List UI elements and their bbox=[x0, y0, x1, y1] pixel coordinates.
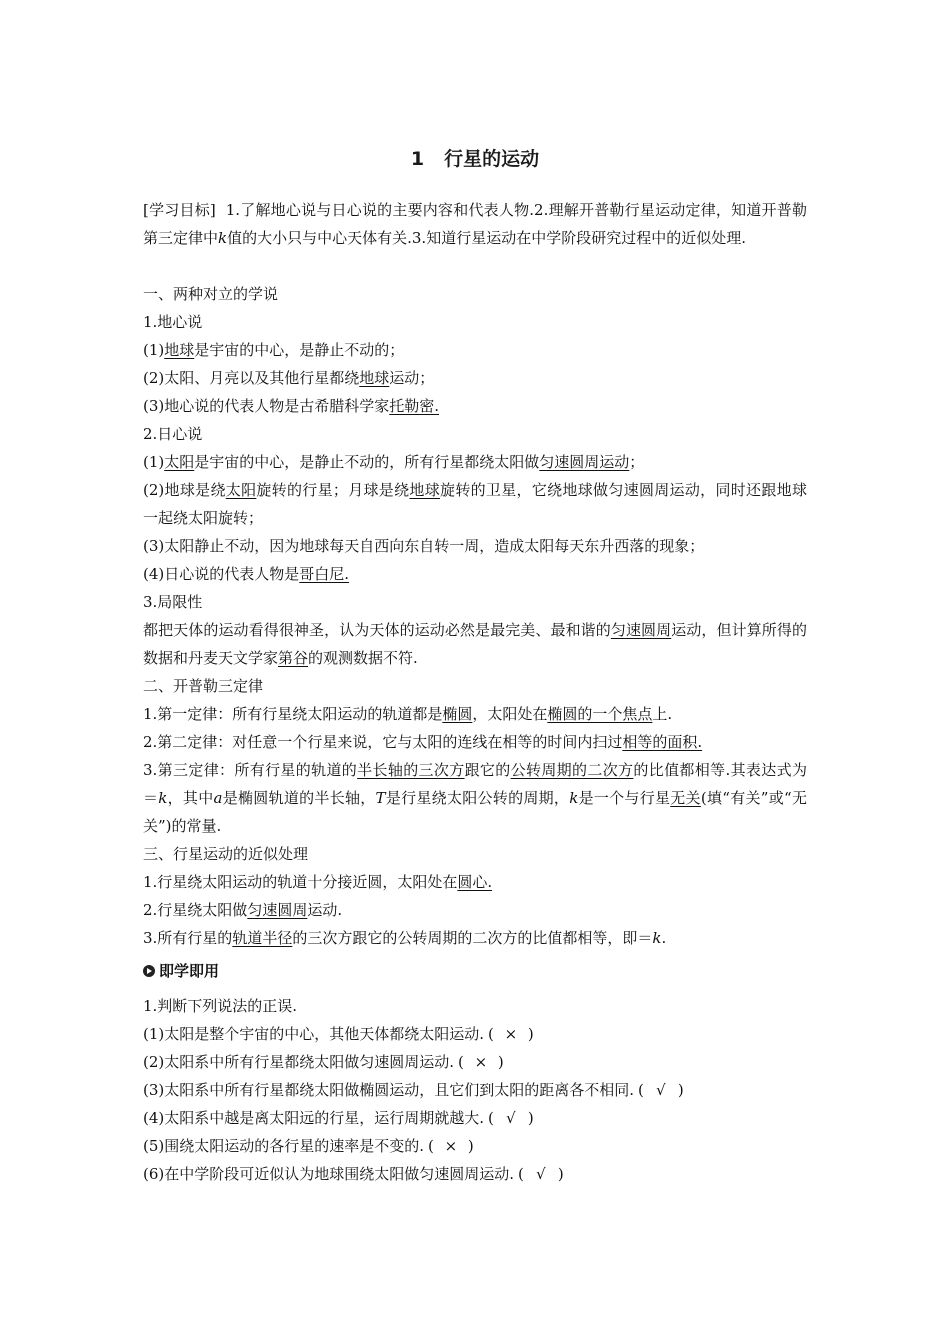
section-heading-2: 二、开普勒三定律 bbox=[143, 677, 264, 695]
practice-item: (3)太阳系中所有行星都绕太阳做椭圆运动，且它们到太阳的距离各不相同. ( √ ) bbox=[143, 1076, 807, 1104]
document-body bbox=[143, 196, 807, 1188]
answer-mark: × bbox=[474, 1053, 488, 1071]
title-number: 1 bbox=[410, 148, 425, 170]
limitation-text: 都把天体的运动看得很神圣，认为天体的运动必然是最完美、最和谐的匀速圆周运动，但计算所得的数据和丹麦天文学家第谷的观测数据不符. bbox=[143, 621, 807, 667]
geo-item-3: (3)地心说的代表人物是古希腊科学家托勒密. bbox=[143, 397, 440, 415]
play-circle-icon bbox=[143, 965, 155, 977]
answer-mark: √ bbox=[506, 1109, 516, 1127]
section-heading-1: 一、两种对立的学说 bbox=[143, 285, 279, 303]
practice-item: (4)太阳系中越是离太阳远的行星，运行周期就越大. ( √ ) bbox=[143, 1104, 807, 1132]
geo-item-2: (2)太阳、月亮以及其他行星都绕地球运动； bbox=[143, 369, 435, 387]
section-heading-3: 三、行星运动的近似处理 bbox=[143, 845, 309, 863]
approx-item-2: 2.行星绕太阳做匀速圆周运动. bbox=[143, 901, 343, 919]
kepler-law-1: 1.第一定律：所有行星绕太阳运动的轨道都是椭圆，太阳处在椭圆的一个焦点上. bbox=[143, 705, 673, 723]
geo-item-1: (1)地球是宇宙的中心，是静止不动的； bbox=[143, 341, 405, 359]
practice-heading: 即学即用 bbox=[143, 956, 807, 986]
title-text: 行星的运动 bbox=[444, 148, 540, 170]
practice-item: (5)围绕太阳运动的各行星的速率是不变的. ( × ) bbox=[143, 1132, 807, 1160]
answer-mark: × bbox=[444, 1137, 458, 1155]
practice-list bbox=[143, 1020, 807, 1188]
answer-mark: √ bbox=[656, 1081, 666, 1099]
kepler-law-2: 2.第二定律：对任意一个行星来说，它与太阳的连线在相等的时间内扫过相等的面积. bbox=[143, 733, 703, 751]
practice-question: 1.判断下列说法的正误. bbox=[143, 997, 298, 1015]
helio-item-3: (3)太阳静止不动，因为地球每天自西向东自转一周，造成太阳每天东升西落的现象； bbox=[143, 537, 705, 555]
learning-goals: [学习目标] 1.了解地心说与日心说的主要内容和代表人物.2.理解开普勒行星运动定律，知道开普勒第三定律中k值的大小只与中心天体有关.3.知道行星运动在中学阶段研究过程中的近似处理. bbox=[143, 201, 807, 247]
subheading-heliocentric: 2.日心说 bbox=[143, 425, 203, 443]
subheading-geocentric: 1.地心说 bbox=[143, 313, 203, 331]
approx-item-3: 3.所有行星的轨道半径的三次方跟它的公转周期的二次方的比值都相等，即＝k. bbox=[143, 929, 667, 947]
subheading-limitation: 3.局限性 bbox=[143, 593, 203, 611]
page-title bbox=[0, 144, 950, 171]
practice-item: (1)太阳是整个宇宙的中心，其他天体都绕太阳运动. ( × ) bbox=[143, 1020, 807, 1048]
answer-mark: √ bbox=[536, 1165, 546, 1183]
answer-mark: × bbox=[504, 1025, 518, 1043]
practice-item: (6)在中学阶段可近似认为地球围绕太阳做匀速圆周运动. ( √ ) bbox=[143, 1160, 807, 1188]
kepler-law-3: 3.第三定律：所有行星的轨道的半长轴的三次方跟它的公转周期的二次方的比值都相等.其表达式为＝k，其中a是椭圆轨道的半长轴，T是行星绕太阳公转的周期，k是一个与行星无关(填“有关”或“无关”)的常量. bbox=[143, 761, 807, 835]
helio-item-2: (2)地球是绕太阳旋转的行星；月球是绕地球旋转的卫星，它绕地球做匀速圆周运动，同时还跟地球一起绕太阳旋转； bbox=[143, 481, 807, 527]
helio-item-4: (4)日心说的代表人物是哥白尼. bbox=[143, 565, 350, 583]
approx-item-1: 1.行星绕太阳运动的轨道十分接近圆，太阳处在圆心. bbox=[143, 873, 493, 891]
helio-item-1: (1)太阳是宇宙的中心，是静止不动的，所有行星都绕太阳做匀速圆周运动； bbox=[143, 453, 645, 471]
goals-label: [学习目标] bbox=[143, 201, 216, 219]
practice-item: (2)太阳系中所有行星都绕太阳做匀速圆周运动. ( × ) bbox=[143, 1048, 807, 1076]
